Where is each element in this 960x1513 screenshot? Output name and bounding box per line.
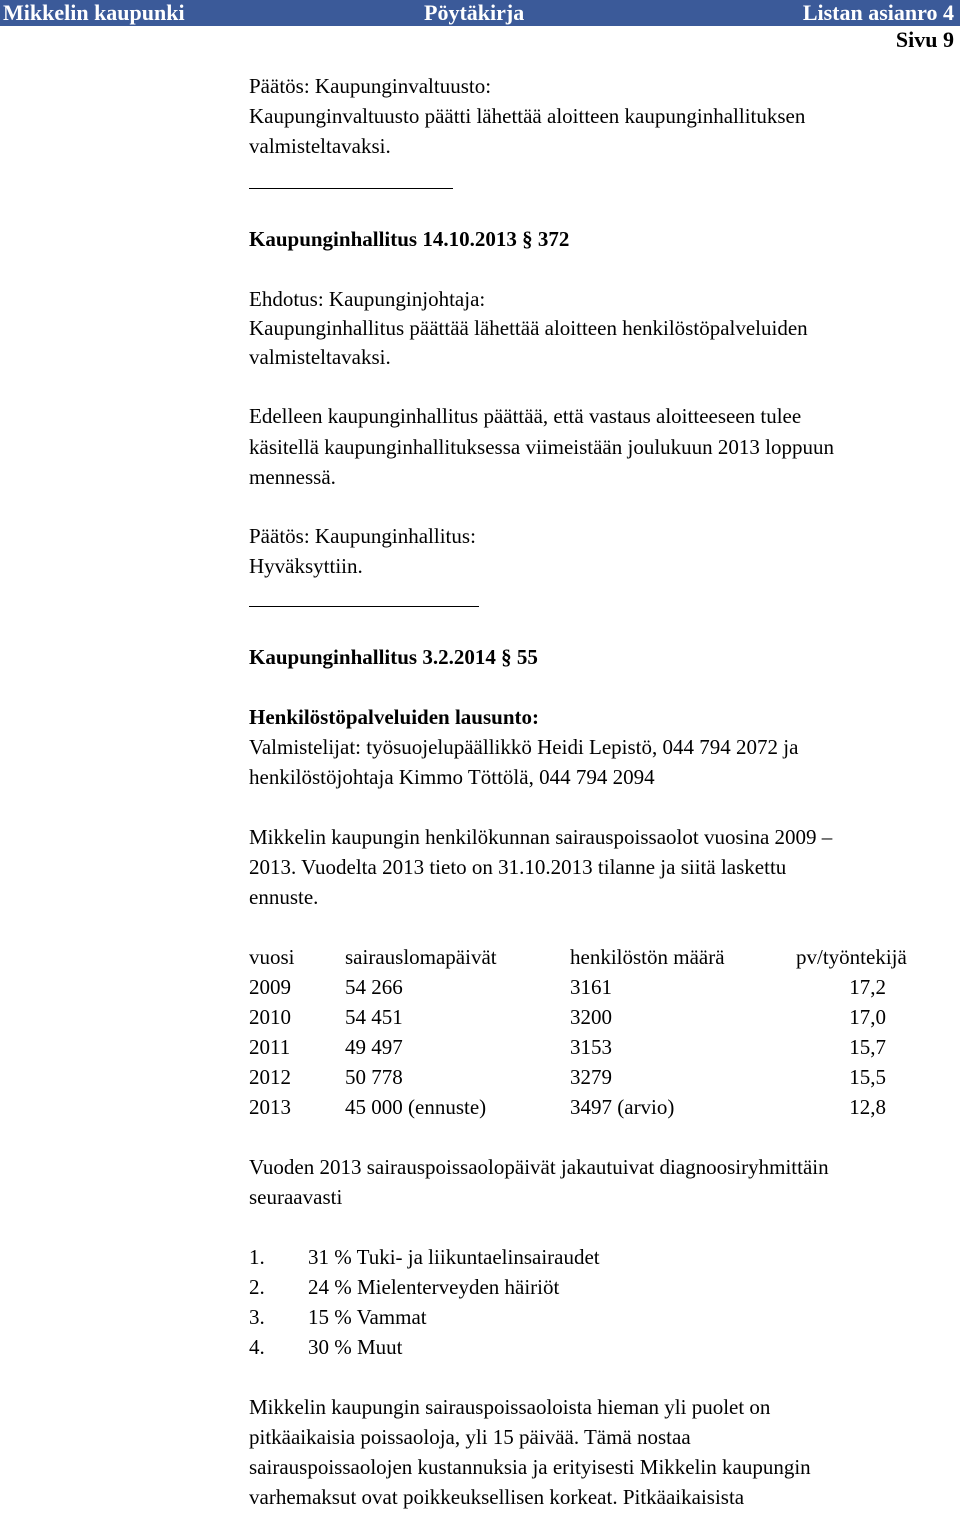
cell-year: 2010 (249, 1005, 291, 1029)
cell-days-per-employee: 17,2 (849, 975, 886, 999)
col-header-sick-days: sairauslomapäivät (345, 945, 497, 969)
cell-days-per-employee: 12,8 (849, 1095, 886, 1119)
cell-sick-days: 50 778 (345, 1065, 403, 1089)
proposal-line-2: valmisteltavaksi. (249, 345, 391, 369)
further-paragraph-line-3: mennessä. (249, 465, 336, 489)
document-header (0, 0, 960, 26)
header-document-type: Pöytäkirja (424, 0, 525, 25)
statement-title: Henkilöstöpalveluiden lausunto: (249, 705, 539, 729)
col-header-year: vuosi (249, 945, 295, 969)
cell-sick-days: 49 497 (345, 1035, 403, 1059)
cell-days-per-employee: 15,5 (849, 1065, 886, 1089)
section-divider-1 (249, 188, 453, 189)
cell-sick-days: 45 000 (ennuste) (345, 1095, 487, 1119)
cell-year: 2009 (249, 975, 291, 999)
sick-leave-intro-line-3: ennuste. (249, 885, 319, 909)
board-decision-text: Hyväksyttiin. (249, 554, 363, 578)
page-number: Sivu 9 (895, 27, 954, 52)
proposal-line-1: Kaupunginhallitus päättää lähettää aloitteen henkilöstöpalveluiden (249, 316, 808, 340)
header-organization: Mikkelin kaupunki (3, 0, 185, 25)
list-item-text: 15 % Vammat (308, 1305, 427, 1329)
cell-sick-days: 54 266 (345, 975, 403, 999)
board-meeting-heading-2: Kaupunginhallitus 3.2.2014 § 55 (249, 645, 538, 669)
list-item-number: 4. (249, 1335, 265, 1359)
closing-line-4: varhemaksut ovat poikkeuksellisen korkeat. Pitkäaikaisista (249, 1485, 745, 1509)
col-header-staff-count: henkilöstön määrä (570, 945, 725, 969)
sick-leave-intro-line-1: Mikkelin kaupungin henkilökunnan sairauspoissaolot vuosina 2009 – (249, 825, 833, 849)
cell-days-per-employee: 17,0 (849, 1005, 886, 1029)
cell-sick-days: 54 451 (345, 1005, 403, 1029)
cell-year: 2011 (249, 1035, 291, 1059)
list-item-number: 3. (249, 1305, 265, 1329)
list-item-number: 2. (249, 1275, 265, 1299)
council-decision-label: Päätös: Kaupunginvaltuusto: (249, 74, 492, 98)
list-item-text: 31 % Tuki- ja liikuntaelinsairaudet (308, 1245, 600, 1269)
cell-year: 2013 (249, 1095, 291, 1119)
council-decision-line-2: valmisteltavaksi. (249, 134, 391, 158)
cell-staff-count: 3161 (570, 975, 612, 999)
cell-staff-count: 3200 (570, 1005, 612, 1029)
council-decision-line-1: Kaupunginvaltuusto päätti lähettää aloitteen kaupunginhallituksen (249, 104, 806, 128)
col-header-days-per-employee: pv/työntekijä (796, 945, 907, 969)
diagnosis-intro-line-1: Vuoden 2013 sairauspoissaolopäivät jakautuivat diagnoosiryhmittäin (249, 1155, 829, 1179)
header-item-number: Listan asianro 4 (802, 0, 954, 25)
cell-staff-count: 3153 (570, 1035, 612, 1059)
cell-days-per-employee: 15,7 (849, 1035, 886, 1059)
further-paragraph-line-1: Edelleen kaupunginhallitus päättää, että vastaus aloitteeseen tulee (249, 404, 802, 428)
diagnosis-intro-line-2: seuraavasti (249, 1185, 343, 1209)
cell-staff-count: 3497 (arvio) (570, 1095, 675, 1119)
proposal-label: Ehdotus: Kaupunginjohtaja: (249, 287, 486, 311)
preparers-line-1: Valmistelijat: työsuojelupäällikkö Heidi Lepistö, 044 794 2072 ja (249, 735, 799, 759)
closing-line-2: pitkäaikaisia poissaoloja, yli 15 päivää. Tämä nostaa (249, 1425, 691, 1449)
board-meeting-heading-1: Kaupunginhallitus 14.10.2013 § 372 (249, 227, 570, 251)
preparers-line-2: henkilöstöjohtaja Kimmo Töttölä, 044 794 2094 (249, 765, 655, 789)
closing-line-3: sairauspoissaolojen kustannuksia ja erityisesti Mikkelin kaupungin (249, 1455, 811, 1479)
closing-line-1: Mikkelin kaupungin sairauspoissaoloista hieman yli puolet on (249, 1395, 771, 1419)
list-item-text: 24 % Mielenterveyden häiriöt (308, 1275, 560, 1299)
cell-staff-count: 3279 (570, 1065, 612, 1089)
further-paragraph-line-2: käsitellä kaupunginhallituksessa viimeistään joulukuun 2013 loppuun (249, 435, 835, 459)
cell-year: 2012 (249, 1065, 291, 1089)
board-decision-label: Päätös: Kaupunginhallitus: (249, 524, 476, 548)
sick-leave-intro-line-2: 2013. Vuodelta 2013 tieto on 31.10.2013 tilanne ja siitä laskettu (249, 855, 787, 879)
section-divider-2 (249, 606, 479, 607)
list-item-number: 1. (249, 1245, 265, 1269)
list-item-text: 30 % Muut (308, 1335, 403, 1359)
